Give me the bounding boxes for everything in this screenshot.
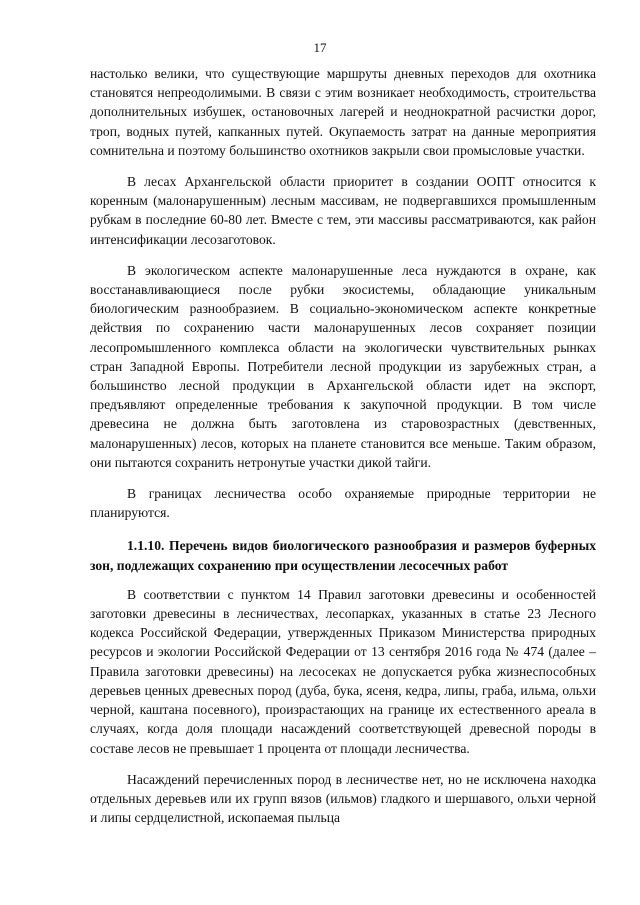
paragraph-logging-rules: В соответствии с пунктом 14 Правил заготовки древесины и особенностей заготовки древесины в лесничествах, лесопарках, указанных в статье 23 Лесного кодекса Российской Федерации, утвержденных Приказом Министерства природных ресурсов и экологии Российской Федерации от 13 сентября 2016 года № 474 (далее – Правила заготовки древесины) на лесосеках не допускается рубка жизнеспособных деревьев ценных древесных пород (дуба, бука, ясеня, кедра, липы, граба, ильма, ольхи черной, каштана посевного), произрастающих на границе их естественного ареала в случаях, когда доля площади насаждений соответствующей древесной породы в составе лесов не превышает 1 процента от площади лесничества. (90, 586, 596, 756)
paragraph-no-protected-areas: В границах лесничества особо охраняемые природные территории не планируются. (90, 486, 596, 521)
paragraph-hunting-routes: настолько велики, что существующие маршруты дневных переходов для охотника становятся непреодолимыми. В связи с этим возникает необходимость, строительства дополнительных избушек, остановочных лагерей и неоднократной расчистки дорог, троп, водных путей, капканных путей. Окупаемость затрат на данные мероприятия сомнительна и поэтому большинство охотников закрыли свои промысловые участки. (90, 66, 596, 158)
paragraph-ecological-aspect: В экологическом аспекте малонарушенные леса нуждаются в охране, как восстанавливающиеся после рубки экосистемы, обладающие уникальным биологическим разнообразием. В социально-экономическом аспекте конкретные действия по сохранению части малонарушенных лесов сохраняет позиции лесопромышленного комплекса области на экологически чувствительных рынках стран Западной Европы. Потребители лесной продукции из зарубежных стран, а большинство лесной продукции в Архангельской области идет на экспорт, предъявляют определенные требования к закупочной продукции. В том числе древесина не должна быть заготовлена из старовозрастных (девственных, малонарушенных) лесов, которых на планете становится все меньше. Таким образом, они пытаются сохранить нетронутые участки дикой тайги. (90, 262, 596, 470)
paragraph-listed-species: Насаждений перечисленных пород в лесничестве нет, но не исключена находка отдельных деревьев или их групп вязов (ильмов) гладкого и шершавого, ольхи черной и липы сердцелистной, ископаемая пыльца (90, 771, 596, 826)
paragraph-protected-areas-priority: В лесах Архангельской области приоритет в создании ООПТ относится к коренным (малонарушенным) лесным массивам, не подвергавшихся промышленным рубкам в последние 60-80 лет. Вместе с тем, эти массивы рассматриваются, как район интенсификации лесозаготовок. (90, 174, 596, 247)
page-number: 17 (313, 40, 327, 55)
section-heading-1-1-10: 1.1.10. Перечень видов биологического разнообразия и размеров буферных зон, подлежащих сохранению при осуществлении лесосечных работ (90, 538, 596, 573)
page-content (90, 64, 596, 839)
